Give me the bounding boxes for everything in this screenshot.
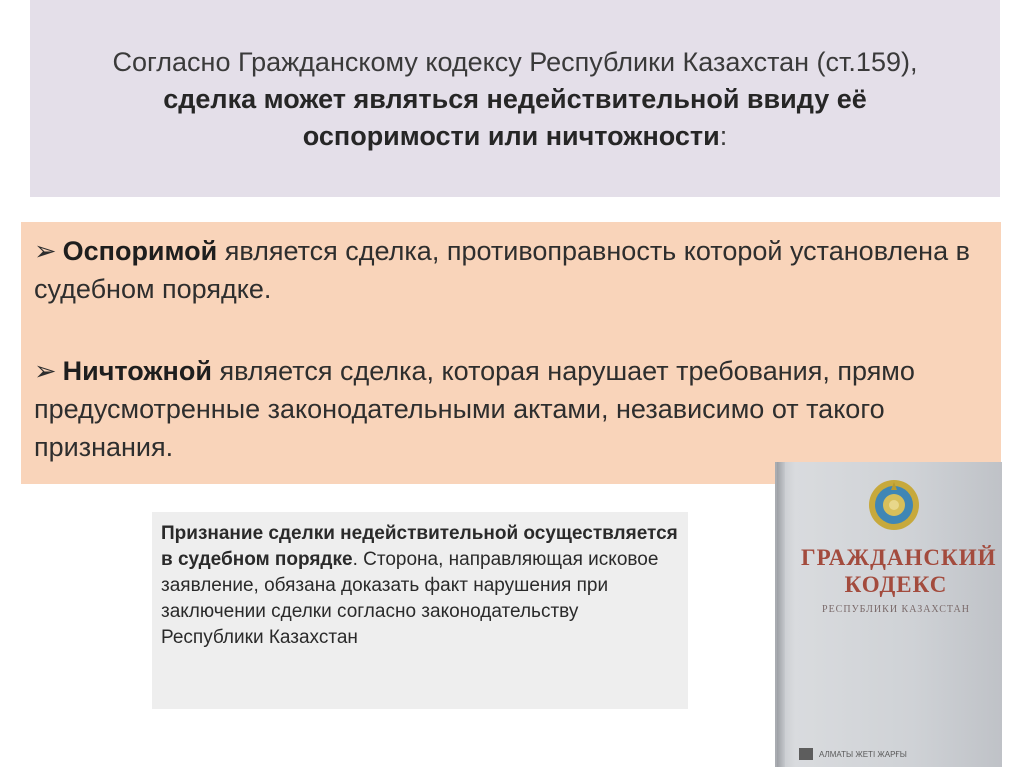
note-bold: Признание сделки недействительной осуществляется в судебном порядке	[161, 523, 678, 570]
note-panel	[152, 512, 688, 709]
definition-term: Ничтожной	[62, 356, 212, 386]
book-title-line2: КОДЕКС	[844, 572, 948, 597]
definition-voidable	[34, 232, 984, 308]
definition-void	[34, 352, 984, 466]
definition-text: является сделка, которая нарушает требования, прямо предусмотренные законодательными актами, независимо от такого признания.	[34, 356, 915, 462]
title-suffix: :	[719, 121, 728, 151]
slide-title	[80, 44, 950, 155]
arrow-bullet-icon: ➢	[34, 356, 57, 386]
emblem-icon	[867, 478, 921, 532]
arrow-bullet-icon: ➢	[34, 236, 57, 266]
civil-code-book-image	[777, 462, 1002, 767]
book-publisher	[799, 747, 907, 761]
publisher-logo-icon	[799, 748, 813, 760]
title-emphasis: сделка может являться недействительной ввиду её оспоримости или ничтожности	[163, 84, 867, 151]
note-bold-suffix: .	[352, 549, 358, 570]
book-spine	[777, 462, 785, 767]
book-subtitle: РЕСПУБЛИКИ КАЗАХСТАН	[822, 604, 970, 615]
definitions-panel	[21, 222, 1001, 484]
book-title-line1: ГРАЖДАНСКИЙ	[801, 545, 997, 570]
title-intro: Согласно Гражданскому кодексу Республики Казахстан (ст.159),	[112, 47, 918, 77]
publisher-name: АЛМАТЫ ЖЕТІ ЖАРҒЫ	[819, 749, 907, 759]
title-panel	[30, 0, 1000, 197]
book-title	[801, 544, 997, 598]
definition-text: является сделка, противоправность которой установлена в судебном порядке.	[34, 236, 970, 304]
note-text	[161, 521, 681, 651]
definition-term: Оспоримой	[62, 236, 218, 266]
note-body: Сторона, направляющая исковое заявление, обязана доказать факт нарушения при заключении сделки согласно законодательству Республики Казахстан	[161, 549, 659, 648]
